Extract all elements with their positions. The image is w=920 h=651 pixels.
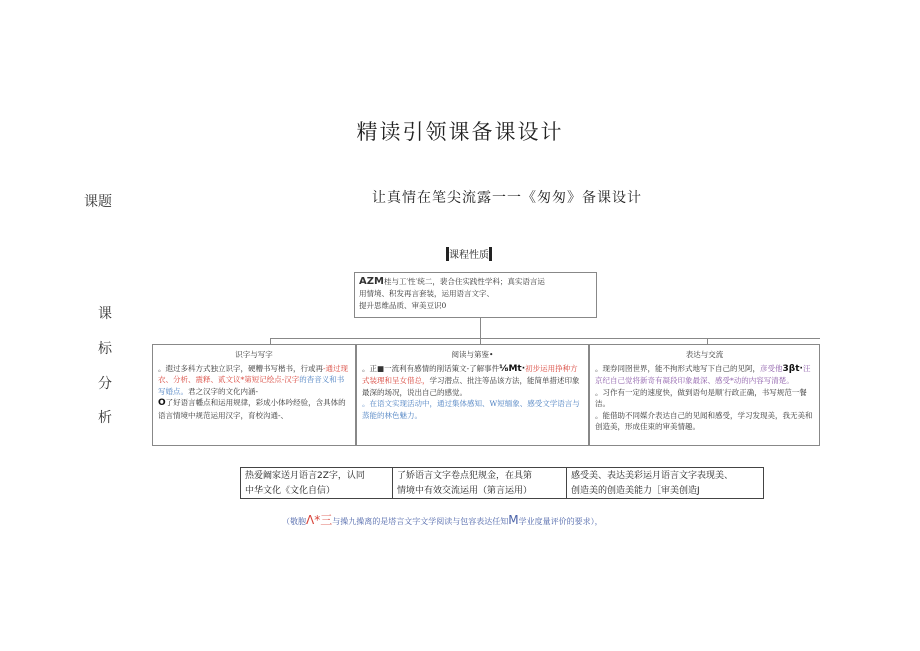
summary-line: 感受美、表达美彩运月语言文字表现美、 <box>571 471 734 481</box>
core-box-bold: AZM <box>359 276 384 287</box>
text-run: 了好语言幡点和运用规律，彩成小体吟经验，含 <box>165 398 324 407</box>
text-run: 君之汉字的文化内涵- <box>188 386 259 396</box>
text-run: 。现券同囹世界，能不拘形式地写下自己的见阿， <box>595 363 760 373</box>
text-run-red: -通过现衣、分析、震释、贰文议*第短记绘点-汉字 <box>158 363 349 384</box>
summary-cell <box>392 467 566 499</box>
text-run-bold: ⅛Mt· <box>499 363 526 374</box>
column-text: 。能借助不同媒介表达自己的见闻和感受，学习发现美，我无美和创造美，形成佳束的审美情趣。 <box>595 410 813 431</box>
standards-label-char: 析 <box>98 410 112 426</box>
column-text <box>362 363 583 399</box>
literacy-column-reading <box>356 344 589 446</box>
text-run-purple: 汪京纪自己觉将新奇有凝段印象最深、感受*动的内 <box>595 363 811 385</box>
summary-line: 了娇语言文字卷点犯规金，在具第 <box>397 471 533 481</box>
summary-cell <box>566 467 764 499</box>
summary-line: 中华文化《文化自信） <box>245 486 336 496</box>
text-run: 。正■一流利有感情的削话策文-了解事件 <box>362 363 500 373</box>
column-text <box>595 363 814 387</box>
topic-value: 让真情在笔尖流露一一《匆匆》备课设计 <box>372 190 642 206</box>
connector-vertical <box>480 318 481 338</box>
core-box-line: 用情境、积发再言套装，运用语言文字、 <box>359 289 494 298</box>
text-run-purple: 容写清楚。 <box>756 376 794 385</box>
connector-horizontal <box>270 338 820 339</box>
core-box-line <box>359 276 592 288</box>
core-box-text: 桂与工′性′统二，裴合住实践性学科；真实语言运 <box>383 277 545 286</box>
text-run-bold: 3βt· <box>782 363 803 374</box>
course-nature-heading <box>446 246 492 261</box>
text-run: 具体的语言情境中规范运用汉字，育校沟通-、 <box>158 398 346 420</box>
standards-label-char: 分 <box>98 376 112 392</box>
column-text: 。习作有一定的速度快，做到语句是顺′行政正确，书写规范一餐洁。 <box>595 387 807 408</box>
note-text-large: Λ*三 <box>306 513 333 527</box>
summary-line: 热爱阚家送月语言2Z字，认同 <box>245 471 365 481</box>
column-text <box>362 398 583 421</box>
assessment-note <box>282 511 603 528</box>
note-text: 与操九操离的是塔言文字文学阅读与包容表达任知 <box>332 517 509 526</box>
summary-line: 创造美的创造美能力［审美创造J <box>571 486 700 496</box>
note-text: 学业度量评价的要求）， <box>518 517 603 526</box>
summary-line: 情境中有效交流运用（第言运用） <box>397 486 533 496</box>
literacy-column-writing <box>152 344 356 446</box>
summary-cell <box>240 467 392 499</box>
topic-label: 课题 <box>84 194 112 210</box>
text-run: 学习潜点、批注等品该方法，能 <box>429 376 535 385</box>
course-nature-title: 课程性质 <box>449 250 489 261</box>
note-text: （敬胞 <box>282 517 306 526</box>
text-run-purple: 彦受他 <box>760 363 783 373</box>
text-run-blue: 的杳音义和书写婚点。 <box>158 375 345 396</box>
column-text <box>158 363 350 398</box>
text-run-red: 初步运用 <box>525 363 556 373</box>
text-run-blue: 言与蒸能的林色魅力。 <box>362 399 580 420</box>
column-heading: 表达与交流 <box>685 350 724 359</box>
text-run-bold: O <box>158 398 166 408</box>
note-text-large: M <box>508 513 519 527</box>
column-text <box>158 397 350 421</box>
standards-label-char: 标 <box>98 341 112 357</box>
literacy-summary-table <box>240 467 764 499</box>
text-run-blue: 。在语文实现活动中，通过集体感知、W短缅象、感受文学语 <box>362 399 565 408</box>
standards-label-char: 课 <box>98 306 112 322</box>
core-literacy-box <box>354 272 597 318</box>
literacy-column-expression <box>589 344 820 446</box>
text-run-red: 挣种方式装理和呈女借总， <box>362 363 578 385</box>
core-box-line: 提升思维品质、审美豆识0 <box>359 301 447 310</box>
heading-bar-right <box>489 247 492 261</box>
column-heading: 识字与写字 <box>235 350 273 359</box>
column-heading: 阅读与第鉴• <box>451 350 494 359</box>
text-run: 简单措述印象最深的场况，说出自己的感觉。 <box>362 376 580 397</box>
text-run: 。遐过多科方式独立识字，硬糟书写楷书，行或再 <box>158 363 323 373</box>
page-title: 精读引领课备课设计 <box>356 120 564 144</box>
